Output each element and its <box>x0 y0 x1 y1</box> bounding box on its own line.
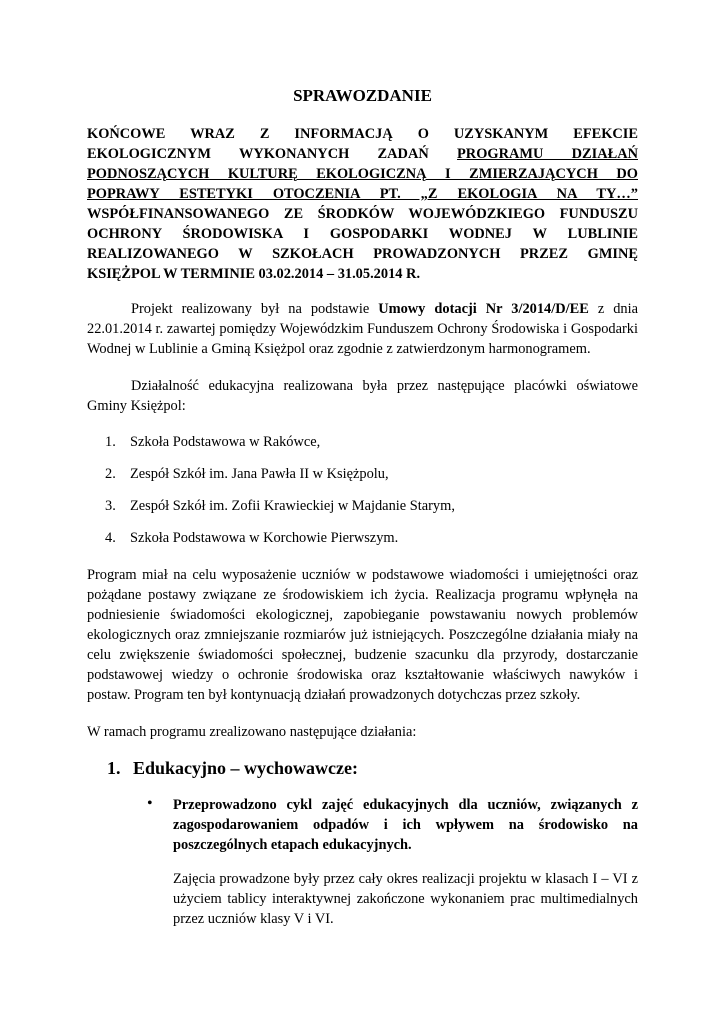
heading-underlined-segment: PROGRAMU DZIAŁAŃ <box>457 146 638 162</box>
program-paragraph: Program miał na celu wyposażenie uczniów w podstawowe wiadomości i umiejętności oraz pożądane postawy związane ze środowiskiem ich życia. Realizacja programu wpłynęła na podniesienie świadomości ekologicznej, zapobieganie powstawaniu nowych problemów ekologicznych oraz zmniejszanie rozmiarów już istniejących. Poszczególne działania miały na celu zwiększenie świadomości społecznej, budzenie szacunku dla przyrody, dostarczanie podstawowej wiedzy o ochronie środowiska oraz kształtowanie właściwych nawyków i postaw. Program ten był kontynuacją działań prowadzonych dotychczas przez szkoły. <box>87 567 638 703</box>
heading-line-underlined: PODNOSZĄCYCH KULTURĘ EKOLOGICZNĄ I ZMIERZAJĄCYCH DO <box>87 166 638 182</box>
list-item <box>87 432 638 452</box>
intro-text-rest: z dnia 22.01.2014 r. zawartej pomiędzy Wojewódzkim Funduszem Ochrony Środowiska i Gospodarki Wodnej w Lublinie a Gminą Księżpol oraz zgodnie z zatwierdzonym harmonogramem. <box>87 301 638 357</box>
document-title: SPRAWOZDANIE <box>293 86 432 105</box>
list-number: 1. <box>105 434 116 450</box>
bullet-text: Przeprowadzono cykl zajęć edukacyjnych dla uczniów, związanych z zagospodarowaniem odpadów i ich wpływem na środowisko na poszczególnych etapach edukacyjnych. <box>173 797 638 853</box>
agreement-number: Umowy dotacji Nr 3/2014/D/EE <box>378 301 589 317</box>
schools-list <box>87 432 638 548</box>
heading-segment: EKOLOGICZNYM WYKONANYCH ZADAŃ <box>87 146 458 162</box>
heading-line-underlined: POPRAWY ESTETYKI OTOCZENIA PT. „Z EKOLOGIA NA TY…” <box>87 186 638 202</box>
heading-line: KSIĘŻPOL W TERMINIE 03.02.2014 – 31.05.2014 R. <box>87 266 421 282</box>
report-heading <box>87 124 638 284</box>
list-number: 2. <box>105 466 116 482</box>
list-number: 3. <box>105 498 116 514</box>
bullet-icon: • <box>147 795 153 812</box>
school-name: Zespół Szkół im. Zofii Krawieckiej w Majdanie Starym, <box>130 498 455 514</box>
activities-intro-paragraph: W ramach programu zrealizowano następujące działania: <box>87 724 417 740</box>
intro-text: Projekt realizowany był na podstawie <box>131 301 379 317</box>
list-number: 4. <box>105 530 116 546</box>
bullet-item <box>87 795 638 855</box>
bullet-detail-paragraph: Zajęcia prowadzone były przez cały okres realizacji projektu w klasach I – VI z użyciem tablicy interaktywnej zakończone wykonaniem prac multimedialnych przez uczniów klasy V i VI. <box>173 871 638 927</box>
section-heading <box>87 758 638 779</box>
list-item <box>87 528 638 548</box>
section-title: Edukacyjno – wychowawcze: <box>133 758 358 778</box>
list-item <box>87 496 638 516</box>
activity-intro-paragraph: Działalność edukacyjna realizowana była przez następujące placówki oświatowe Gminy Księżpol: <box>87 378 638 414</box>
section-number: 1. <box>107 758 121 778</box>
school-name: Szkoła Podstawowa w Rakówce, <box>130 434 321 450</box>
school-name: Zespół Szkół im. Jana Pawła II w Księżpolu, <box>130 466 389 482</box>
heading-line: OCHRONY ŚRODOWISKA I GOSPODARKI WODNEJ W LUBLINIE <box>87 226 638 242</box>
heading-line <box>87 144 638 164</box>
heading-line: KOŃCOWE WRAZ Z INFORMACJĄ O UZYSKANYM EFEKCIE <box>87 126 638 142</box>
heading-line: WSPÓŁFINANSOWANEGO ZE ŚRODKÓW WOJEWÓDZKIEGO FUNDUSZU <box>87 206 638 222</box>
intro-paragraph <box>87 299 638 359</box>
heading-line: REALIZOWANEGO W SZKOŁACH PROWADZONYCH PRZEZ GMINĘ <box>87 246 638 262</box>
school-name: Szkoła Podstawowa w Korchowie Pierwszym. <box>130 530 399 546</box>
list-item <box>87 464 638 484</box>
